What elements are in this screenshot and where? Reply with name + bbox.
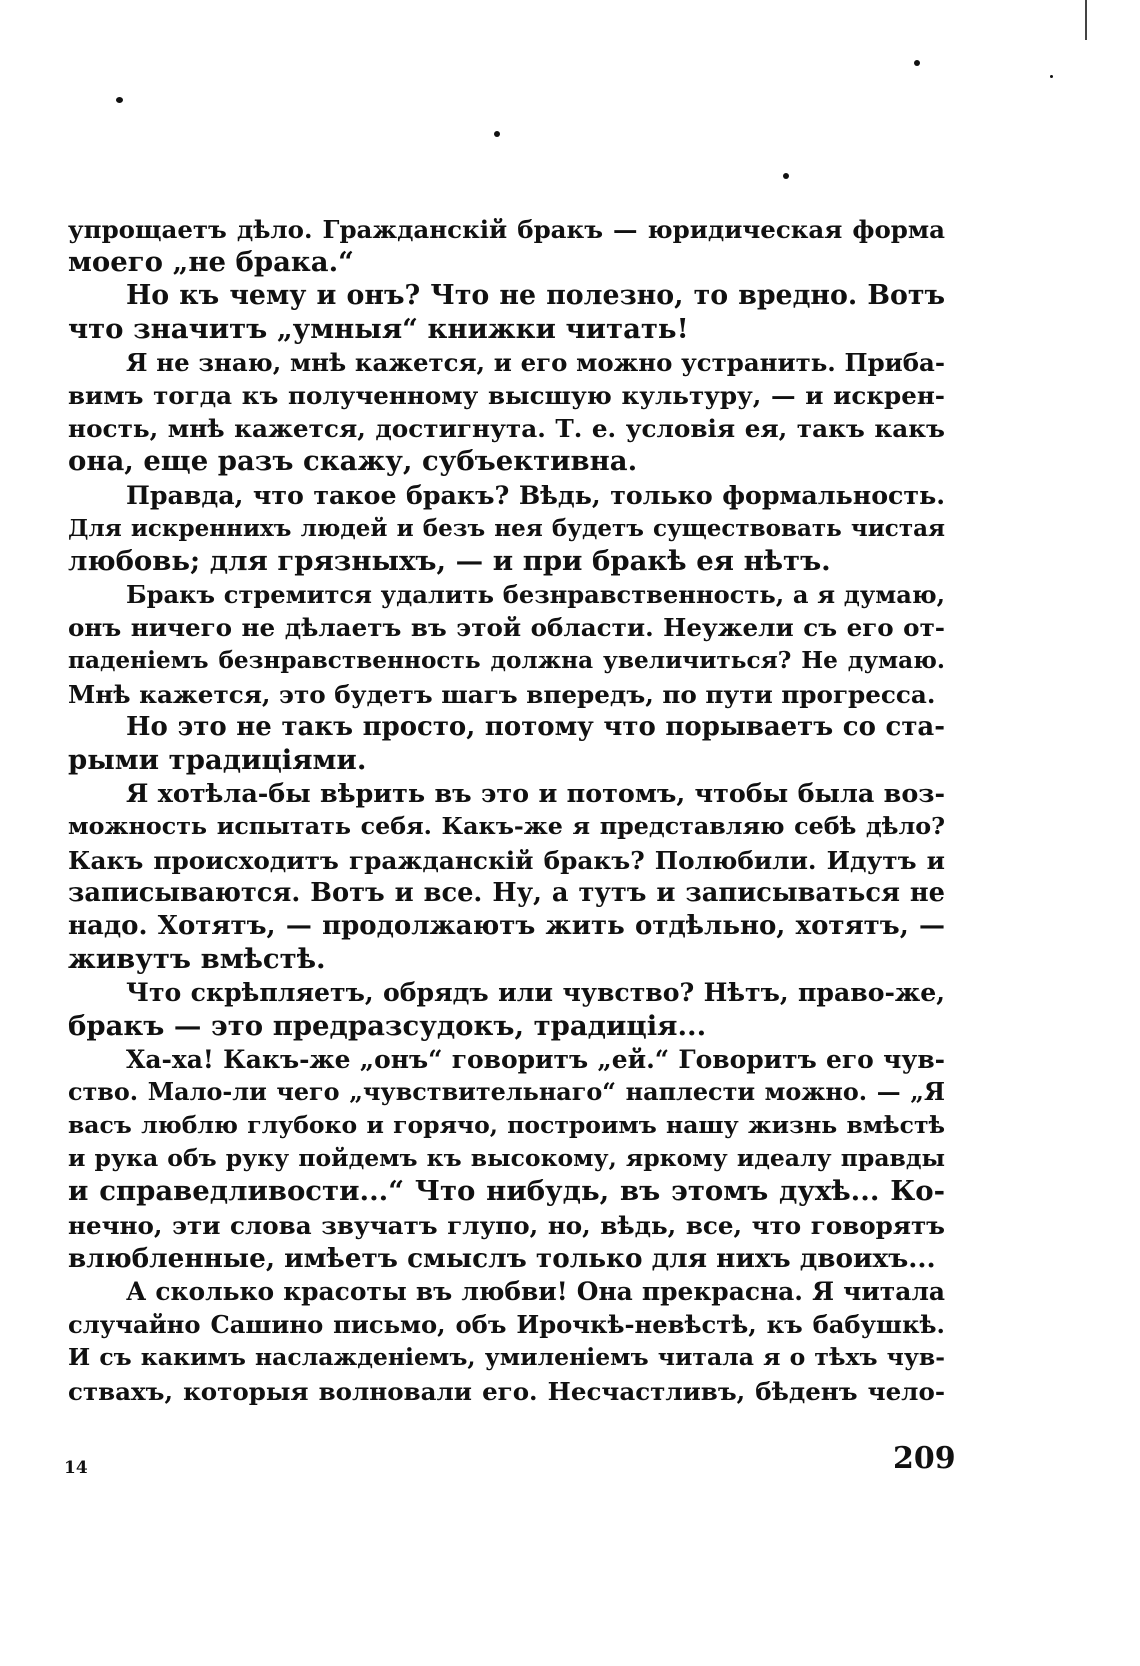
text-line: И съ какимъ наслажденіемъ, умиленіемъ читала я о тѣхъ чув- [68,1343,945,1372]
text-line: можность испытать себя. Какъ-же я представляю себѣ дѣло? [68,812,945,841]
text-line: паденіемъ безнравственность должна увеличиться? Не думаю. [68,647,945,675]
text-line: живутъ вмѣстѣ. [68,943,326,976]
text-line: онъ ничего не дѣлаетъ въ этой области. Неужели съ его от- [68,613,945,643]
text-line: случайно Сашино письмо, объ Ирочкѣ-невѣстѣ, къ бабушкѣ. [68,1310,945,1340]
body-text [68,213,945,1408]
scan-speck [1050,75,1053,78]
text-line: записываются. Вотъ и все. Ну, а тутъ и записываться не [68,877,945,908]
text-line: ность, мнѣ кажется, достигнута. Т. е. условія ея, такъ какъ [68,414,945,444]
scan-edge-mark [1085,0,1087,40]
text-line: и рука объ руку пойдемъ къ высокому, яркому идеалу правды [68,1144,945,1173]
text-line: нечно, эти слова звучатъ глупо, но, вѣдь, все, что говорятъ [68,1210,945,1240]
scan-speck [783,173,789,179]
text-line: бракъ — это предразсудокъ, традиція... [68,1009,707,1042]
text-line: А сколько красоты въ любви! Она прекрасна. Я читала [126,1277,945,1306]
text-line: Ха-ха! Какъ-же „онъ“ говоритъ „ей.“ Говоритъ его чув- [126,1044,945,1074]
text-line: Какъ происходитъ гражданскій бракъ? Полюбили. Идутъ и [68,845,945,875]
text-line: упрощаетъ дѣло. Гражданскій бракъ — юридическая форма [68,215,945,244]
scan-speck [116,97,123,103]
text-line: надо. Хотятъ, — продолжаютъ жить отдѣльно, хотятъ, — [68,910,945,941]
text-line: рыми традиціями. [68,744,367,776]
text-line: вимъ тогда къ полученному высшую культуру, — и искрен- [68,380,945,410]
text-line: ствахъ, которыя волновали его. Несчастливъ, бѣденъ чело- [68,1376,945,1406]
text-line: и справедливости...“ Что нибудь, въ этомъ духѣ... Ко- [68,1175,945,1208]
text-line: Но къ чему и онъ? Что не полезно, то вредно. Вотъ [126,280,945,312]
text-line: Я хотѣла-бы вѣрить въ это и потомъ, чтобы была воз- [126,778,945,809]
text-line: Что скрѣпляетъ, обрядъ или чувство? Нѣтъ, право-же, [126,977,945,1008]
text-line: Но это не такъ просто, потому что порываетъ со ста- [126,711,945,742]
text-line: любовь; для грязныхъ, — и при бракѣ ея нѣтъ. [68,544,831,577]
text-line: что значитъ „умныя“ книжки читать! [68,312,689,345]
text-line: ство. Мало-ли чего „чувствительнаго“ наплести можно. — „Я [68,1077,945,1106]
text-line: Для искреннихъ людей и безъ нея будетъ существовать чистая [68,514,945,542]
scan-speck [914,60,920,66]
printer-signature-mark: 14 [64,1458,88,1478]
page-number: 209 [893,1441,956,1476]
text-line: Правда, что такое бракъ? Вѣдь, только формальность. [126,479,945,510]
text-line: васъ люблю глубоко и горячо, построимъ нашу жизнь вмѣстѣ [68,1111,945,1140]
text-line: моего „не брака.“ [68,246,354,279]
text-line: Бракъ стремится удалить безнравственность, а я думаю, [126,580,945,610]
text-line: влюбленные, имѣетъ смыслъ только для нихъ двоихъ... [68,1242,936,1274]
scan-speck [494,131,500,137]
text-line: Я не знаю, мнѣ кажется, и его можно устранить. Приба- [126,347,945,377]
text-line: Мнѣ кажется, это будетъ шагъ впередъ, по пути прогресса. [68,679,936,709]
text-line: она, еще разъ скажу, субъективна. [68,445,638,478]
